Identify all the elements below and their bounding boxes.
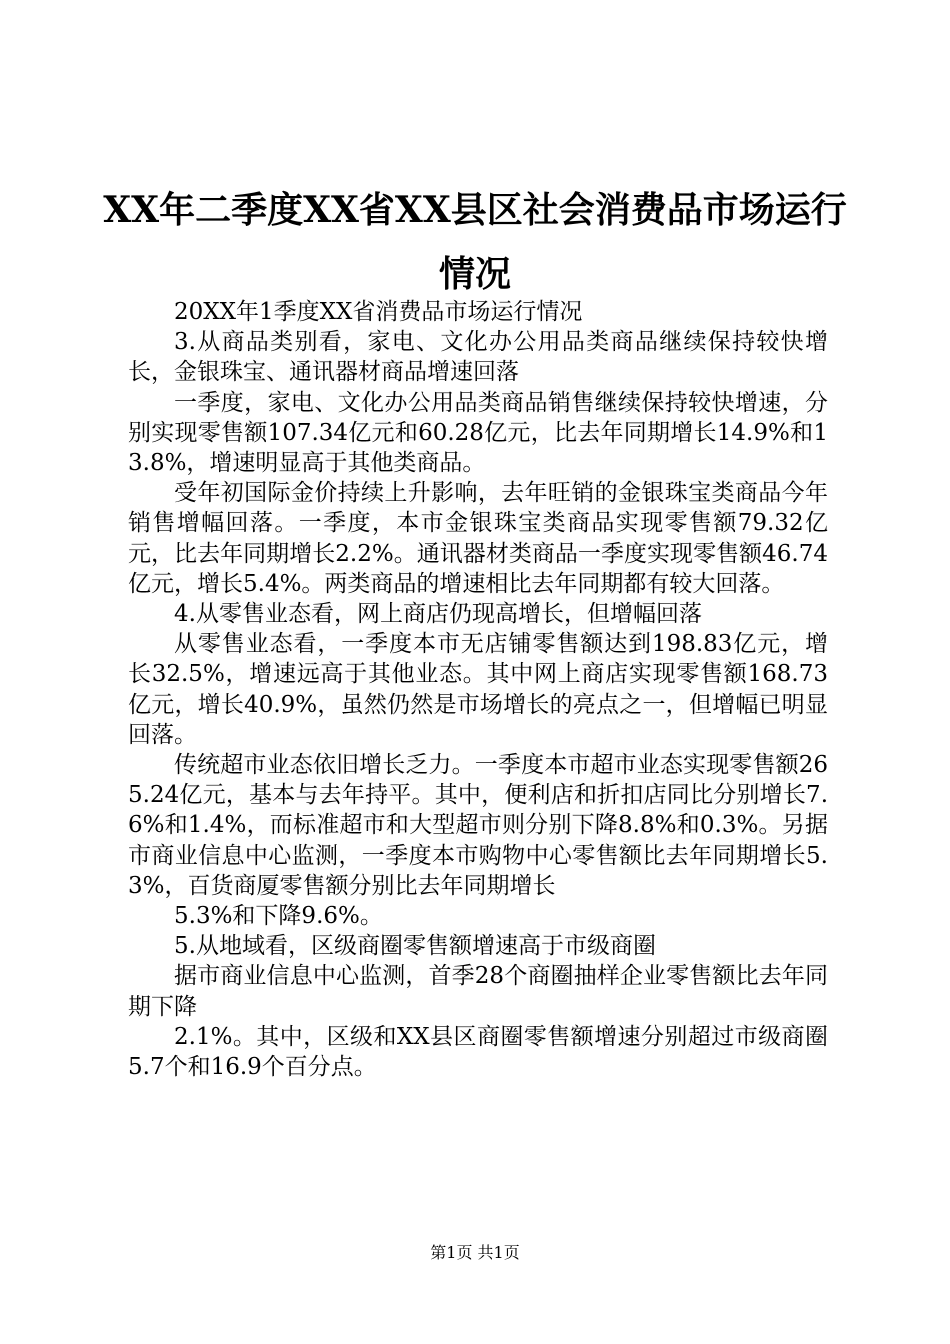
paragraph: 一季度，家电、文化办公用品类商品销售继续保持较快增速，分别实现零售额107.34亿元和60.28亿元，比去年同期增长14.9%和13.8%，增速明显高于其他类商品。 <box>128 389 828 477</box>
paragraph: 4.从零售业态看，网上商店仍现高增长，但增幅回落 <box>174 601 702 628</box>
paragraph: 5.3%和下降9.6%。 <box>174 903 383 930</box>
paragraph: 5.从地域看，区级商圈零售额增速高于市级商圈 <box>174 933 656 960</box>
document-body <box>128 297 828 1082</box>
paragraph: 3.从商品类别看，家电、文化办公用品类商品继续保持较快增长，金银珠宝、通讯器材商品增速回落 <box>128 329 828 386</box>
paragraph: 20XX年1季度XX省消费品市场运行情况 <box>174 299 583 325</box>
paragraph: 据市商业信息中心监测，首季28个商圈抽样企业零售额比去年同期下降 <box>128 963 828 1020</box>
paragraph: 2.1%。其中，区级和XX县区商圈零售额增速分别超过市级商圈5.7个和16.9个百分点。 <box>128 1023 828 1081</box>
document-title: XX年二季度XX省XX县区社会消费品市场运行情况 <box>103 189 847 295</box>
paragraph: 从零售业态看，一季度本市无店铺零售额达到198.83亿元，增长32.5%，增速远高于其他业态。其中网上商店实现零售额168.73亿元，增长40.9%，虽然仍然是市场增长的亮点之一，但增幅已明显回落。 <box>128 631 828 748</box>
paragraph: 传统超市业态依旧增长乏力。一季度本市超市业态实现零售额265.24亿元，基本与去年持平。其中，便利店和折扣店同比分别增长7.6%和1.4%，而标准超市和大型超市则分别下降8.8%和0.3%。另据市商业信息中心监测，一季度本市购物中心零售额比去年同期增长5.3%，百货商厦零售额分别比去年同期增长 <box>128 752 828 899</box>
page-footer: 第1页 共1页 <box>430 1243 520 1262</box>
paragraph: 受年初国际金价持续上升影响，去年旺销的金银珠宝类商品今年销售增幅回落。一季度，本市金银珠宝类商品实现零售额79.32亿元，比去年同期增长2.2%。通讯器材类商品一季度实现零售额46.74亿元，增长5.4%。两类商品的增速相比去年同期都有较大回落。 <box>128 480 828 597</box>
